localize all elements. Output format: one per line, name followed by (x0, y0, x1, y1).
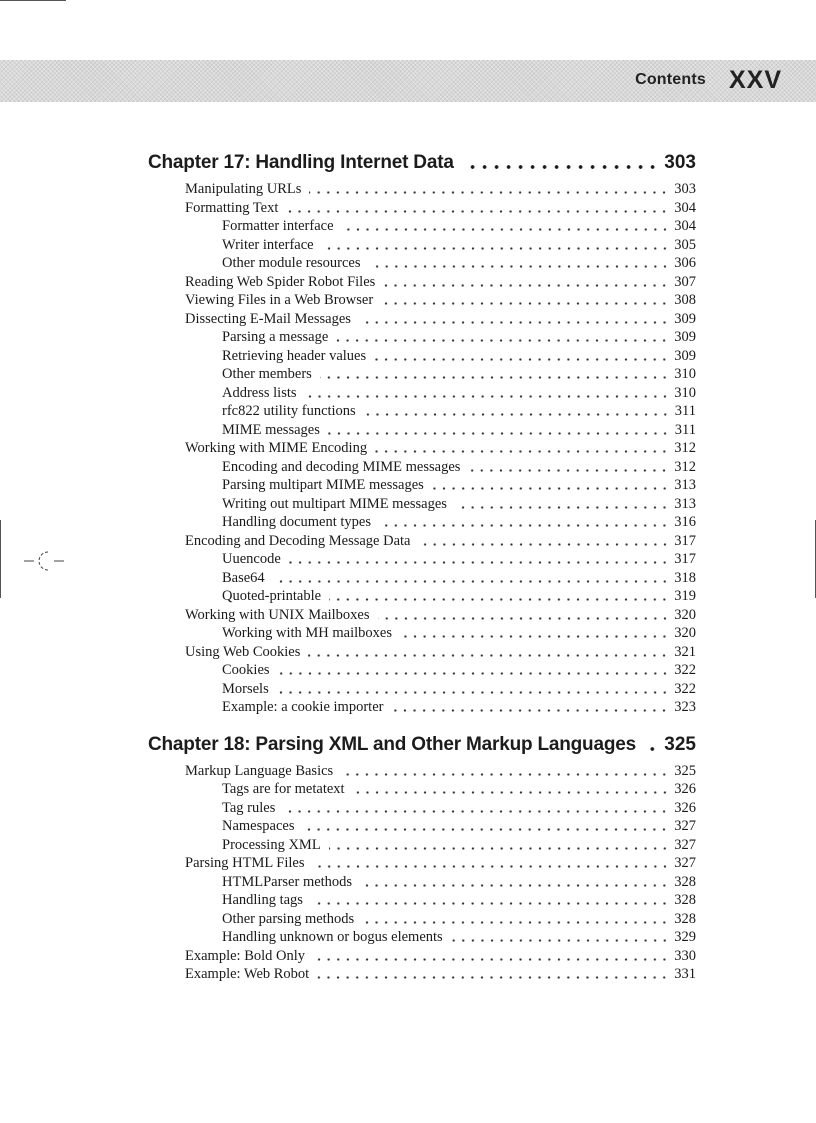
dot-leader (329, 847, 670, 850)
dot-leader (383, 284, 669, 287)
toc-subentry (222, 384, 696, 402)
entry-page-number: 312 (674, 440, 696, 456)
entry-page-number: 317 (674, 551, 696, 567)
toc-subentry (222, 476, 696, 494)
toc-subentry (222, 891, 696, 909)
chapter-page-number: 303 (664, 152, 696, 173)
registration-mark-icon (22, 549, 66, 573)
entry-title: Parsing HTML Files (185, 855, 305, 871)
entry-title: Other members (222, 366, 312, 382)
dot-leader (341, 773, 669, 776)
dot-leader (379, 524, 669, 527)
toc-subentry (222, 817, 696, 835)
entry-title: Address lists (222, 385, 297, 401)
entry-title: Parsing multipart MIME messages (222, 477, 424, 493)
entry-title: Tags are for metatext (222, 781, 345, 797)
toc-subentry (222, 799, 696, 817)
entry-title: Manipulating URLs (185, 181, 302, 197)
toc-subentry (222, 780, 696, 798)
entry-page-number: 329 (674, 929, 696, 945)
dot-leader (317, 976, 669, 979)
entry-page-number: 312 (674, 459, 696, 475)
entry-page-number: 328 (674, 892, 696, 908)
entry-title: Working with MH mailboxes (222, 625, 392, 641)
entry-page-number: 310 (674, 366, 696, 382)
entry-page-number: 309 (674, 348, 696, 364)
entry-page-number: 322 (674, 662, 696, 678)
entry-page-number: 305 (674, 237, 696, 253)
entry-title: Tag rules (222, 800, 276, 816)
entry-page-number: 313 (674, 496, 696, 512)
entry-title: Dissecting E-Mail Messages (185, 311, 351, 327)
toc-subentry (222, 495, 696, 513)
entry-title: Example: Web Robot (185, 966, 310, 982)
page-number: XXV (728, 66, 782, 94)
entry-title: Reading Web Spider Robot Files (185, 274, 376, 290)
dot-leader (364, 413, 670, 416)
toc-subentry (222, 365, 696, 383)
entry-title: Encoding and decoding MIME messages (222, 459, 461, 475)
dot-leader (311, 902, 669, 905)
entry-page-number: 311 (674, 422, 696, 438)
entry-page-number: 322 (674, 681, 696, 697)
entry-title: Other parsing methods (222, 911, 355, 927)
dot-leader (313, 865, 670, 868)
entry-title: Morsels (222, 681, 269, 697)
entry-title: Markup Language Basics (185, 763, 334, 779)
toc-entry (185, 273, 696, 291)
entry-title: Handling document types (222, 514, 372, 530)
running-header (0, 60, 816, 102)
entry-title: HTMLParser methods (222, 874, 353, 890)
entry-page-number: 318 (674, 570, 696, 586)
dot-leader (419, 543, 670, 546)
entry-page-number: 320 (674, 625, 696, 641)
dot-leader (336, 339, 669, 342)
toc-subentry (222, 836, 696, 854)
dot-leader (320, 376, 669, 379)
toc-entry (185, 291, 696, 309)
toc-entry (185, 947, 696, 965)
toc-subentry (222, 569, 696, 587)
toc-subentry (222, 698, 696, 716)
dot-leader (400, 635, 669, 638)
toc-subentry (222, 587, 696, 605)
toc-subentry (222, 458, 696, 476)
dot-leader (278, 672, 670, 675)
entry-title: Other module resources (222, 255, 361, 271)
dot-leader (362, 921, 669, 924)
toc-entry (185, 439, 696, 457)
dot-leader (646, 747, 658, 751)
chapter-heading-17 (148, 146, 696, 174)
entry-page-number: 311 (674, 403, 696, 419)
dot-leader (451, 939, 670, 942)
entry-title: Processing XML (222, 837, 321, 853)
dot-leader (313, 958, 669, 961)
entry-title: Formatting Text (185, 200, 279, 216)
dot-leader (464, 165, 659, 169)
entry-title: Cookies (222, 662, 270, 678)
toc-subentry (222, 402, 696, 420)
chapter-page-number: 325 (664, 734, 696, 755)
entry-title: Retrieving header values (222, 348, 367, 364)
dot-leader (360, 884, 669, 887)
entry-title: MIME messages (222, 422, 320, 438)
dot-leader (432, 487, 669, 490)
dot-leader (369, 265, 670, 268)
running-header-title: Contents (635, 71, 706, 88)
entry-page-number: 309 (674, 311, 696, 327)
entry-page-number: 307 (674, 274, 696, 290)
entry-title: Working with MIME Encoding (185, 440, 368, 456)
entry-page-number: 313 (674, 477, 696, 493)
toc-subentry (222, 513, 696, 531)
entry-title: Uuencode (222, 551, 281, 567)
dot-leader (391, 709, 669, 712)
dot-leader (283, 810, 669, 813)
entry-title: Working with UNIX Mailboxes (185, 607, 370, 623)
dot-leader (305, 395, 670, 398)
entry-page-number: 328 (674, 911, 696, 927)
entry-title: Base64 (222, 570, 265, 586)
entry-page-number: 327 (674, 818, 696, 834)
entry-title: Quoted-printable (222, 588, 322, 604)
entry-title: Handling tags (222, 892, 303, 908)
toc-subentry (222, 236, 696, 254)
entry-page-number: 320 (674, 607, 696, 623)
toc-entry (185, 199, 696, 217)
dot-leader (308, 654, 669, 657)
entry-title: Viewing Files in a Web Browser (185, 292, 374, 308)
dot-leader (359, 321, 669, 324)
entry-page-number: 317 (674, 533, 696, 549)
dot-leader (381, 302, 669, 305)
chapter-title: Chapter 18: Parsing XML and Other Markup Languages (148, 734, 636, 755)
dot-leader (322, 247, 670, 250)
toc-entry (185, 854, 696, 872)
toc-subentry (222, 661, 696, 679)
entry-page-number: 327 (674, 837, 696, 853)
dot-leader (328, 432, 670, 435)
entry-title: Writer interface (222, 237, 314, 253)
entry-page-number: 309 (674, 329, 696, 345)
dot-leader (374, 358, 669, 361)
dot-leader (468, 469, 669, 472)
entry-page-number: 323 (674, 699, 696, 715)
dot-leader (342, 228, 670, 231)
entry-title: Example: a cookie importer (222, 699, 384, 715)
dot-leader (277, 691, 670, 694)
dot-leader (375, 450, 669, 453)
toc-subentry (222, 873, 696, 891)
toc-subentry (222, 680, 696, 698)
entry-title: Parsing a message (222, 329, 329, 345)
toc-subentry (222, 550, 696, 568)
dot-leader (309, 191, 669, 194)
toc-entry (185, 310, 696, 328)
toc-subentry (222, 624, 696, 642)
entry-title: Encoding and Decoding Message Data (185, 533, 411, 549)
toc-subentry (222, 928, 696, 946)
entry-title: Writing out multipart MIME messages (222, 496, 447, 512)
entry-page-number: 327 (674, 855, 696, 871)
entry-title: Formatter interface (222, 218, 334, 234)
toc-entry (185, 762, 696, 780)
entry-title: rfc822 utility functions (222, 403, 356, 419)
chapter-title: Chapter 17: Handling Internet Data (148, 152, 454, 173)
dot-leader (302, 828, 669, 831)
entry-page-number: 308 (674, 292, 696, 308)
entry-page-number: 325 (674, 763, 696, 779)
toc-entry (185, 606, 696, 624)
entry-title: Example: Bold Only (185, 948, 306, 964)
dot-leader (329, 598, 669, 601)
entry-page-number: 330 (674, 948, 696, 964)
dot-leader (289, 561, 669, 564)
entry-title: Namespaces (222, 818, 295, 834)
toc-subentry (222, 347, 696, 365)
entry-page-number: 303 (674, 181, 696, 197)
dot-leader (286, 210, 669, 213)
toc-subentry (222, 421, 696, 439)
entry-page-number: 328 (674, 874, 696, 890)
entry-page-number: 326 (674, 781, 696, 797)
toc-subentry (222, 217, 696, 235)
dot-leader (378, 617, 670, 620)
toc-entry (185, 532, 696, 550)
toc-subentry (222, 254, 696, 272)
entry-page-number: 326 (674, 800, 696, 816)
entry-page-number: 304 (674, 218, 696, 234)
toc-entry (185, 965, 696, 983)
entry-page-number: 316 (674, 514, 696, 530)
entry-page-number: 310 (674, 385, 696, 401)
entry-title: Using Web Cookies (185, 644, 301, 660)
toc-entry (185, 180, 696, 198)
entry-page-number: 304 (674, 200, 696, 216)
dot-leader (455, 506, 669, 509)
dot-leader (273, 580, 670, 583)
crop-mark-left (0, 520, 1, 598)
chapter-heading-18 (148, 728, 696, 756)
entry-page-number: 331 (674, 966, 696, 982)
toc-subentry (222, 910, 696, 928)
entry-page-number: 321 (674, 644, 696, 660)
toc-subentry (222, 328, 696, 346)
entry-page-number: 306 (674, 255, 696, 271)
toc-entry (185, 643, 696, 661)
entry-page-number: 319 (674, 588, 696, 604)
crop-mark-top (0, 0, 66, 1)
entry-title: Handling unknown or bogus elements (222, 929, 443, 945)
dot-leader (353, 791, 670, 794)
